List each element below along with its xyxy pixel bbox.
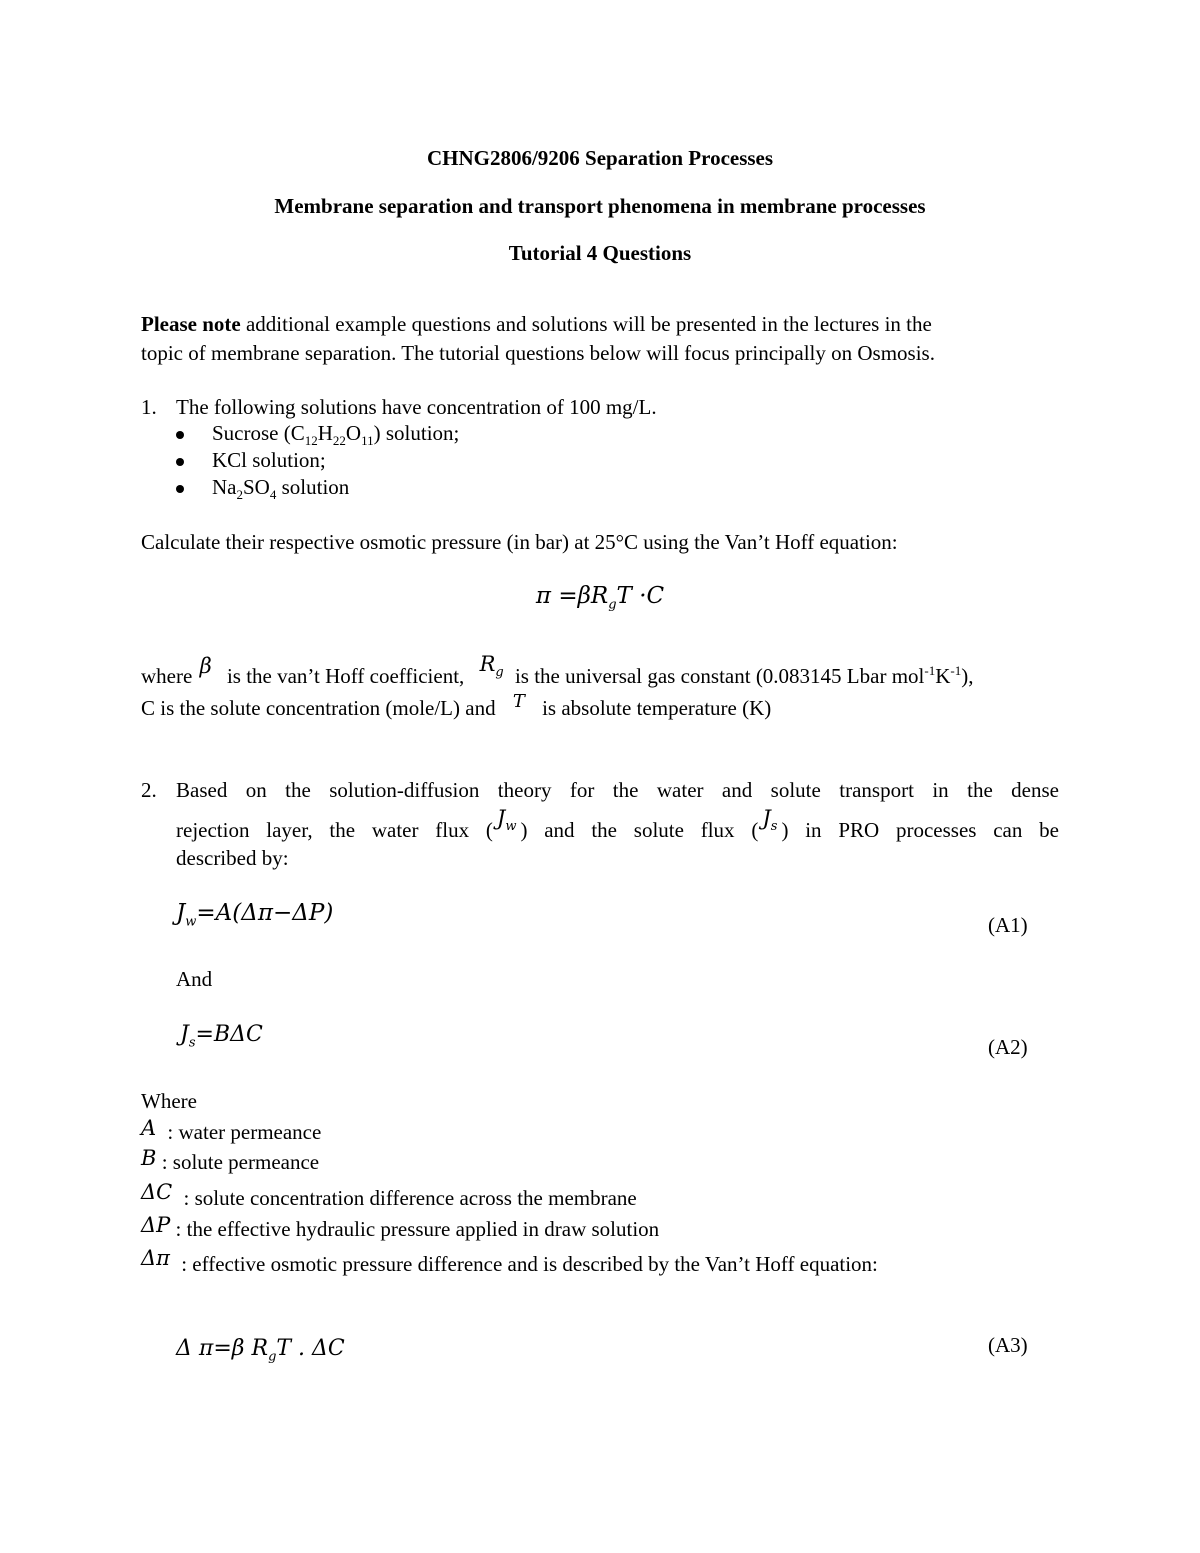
equation-a2-label: (A2) — [988, 1035, 1028, 1059]
q1-number: 1. — [141, 395, 157, 419]
q2-number: 2. — [141, 778, 157, 802]
q2-line-2: rejection layer, the water flux ( $J_w$ ) and the solute flux ( $J_s$ ) in PRO processes can be — [176, 806, 1059, 842]
q1-where-line-1: where β is the van’t Hoff coefficient, $R_g$ is the universal gas constant (0.083145 Lbar $mol^{-1}K^{-1}$), — [141, 652, 974, 688]
q1-item-na2so4: $Na_2SO_4$ solution — [212, 475, 350, 503]
note-bold: Please note — [141, 312, 241, 336]
where-heading: Where — [141, 1089, 197, 1113]
def-osmotic-pressure-difference: Δπ : effective osmotic pressure difference and is described by the Van’t Hoff equation: — [141, 1246, 878, 1276]
q1-intro: The following solutions have concentration of 100 mg/L. — [176, 395, 657, 419]
equation-a3-label: (A3) — [988, 1333, 1028, 1357]
bullet-icon — [176, 458, 184, 466]
q1-calc-instruction: Calculate their respective osmotic pressure (in bar) at 25°C using the Van’t Hoff equation: — [141, 530, 898, 554]
bullet-icon — [176, 431, 184, 439]
equation-a2: $J_s=B\Delta C$ — [180, 1022, 263, 1051]
q1-where-line-2: C is the solute concentration (mole/L) and T is absolute temperature (K) — [141, 691, 772, 720]
note-line-2: topic of membrane separation. The tutorial questions below will focus principally on Osmosis. — [141, 341, 935, 365]
and-text: And — [176, 967, 213, 991]
tutorial-title: Tutorial 4 Questions — [508, 241, 692, 265]
def-concentration-difference: ΔC : solute concentration difference across the membrane — [141, 1180, 637, 1210]
q1-item-kcl: KCl solution; — [212, 448, 326, 472]
topic-title: Membrane separation and transport phenomena in membrane processes — [274, 194, 926, 218]
note-line-1: Please note additional example questions and solutions will be presented in the lectures in the — [141, 312, 932, 336]
bullet-icon — [176, 485, 184, 493]
course-title: CHNG2806/9206 Separation Processes — [426, 146, 774, 170]
def-solute-permeance: B : solute permeance — [141, 1146, 320, 1174]
def-hydraulic-pressure: ΔP : the effective hydraulic pressure applied in draw solution — [141, 1213, 660, 1241]
def-water-permeance: A : water permeance — [141, 1116, 322, 1144]
q2-line-1: Based on the solution-diffusion theory for the water and solute transport in the dense — [176, 778, 1059, 802]
vant-hoff-equation: $\pi =\beta R_gT \cdot C$ — [535, 583, 665, 613]
equation-a1-label: (A1) — [988, 913, 1028, 937]
q1-item-sucrose: Sucrose $(C_{12}H_{22}O_{11})$ solution; — [212, 421, 460, 449]
q2-line-3: described by: — [176, 846, 289, 870]
equation-a1: $J_w=A(\Delta\pi-\Delta P)$ — [176, 900, 334, 930]
equation-a3: Δ π=β $R_gT$ . ΔC — [176, 1336, 345, 1365]
